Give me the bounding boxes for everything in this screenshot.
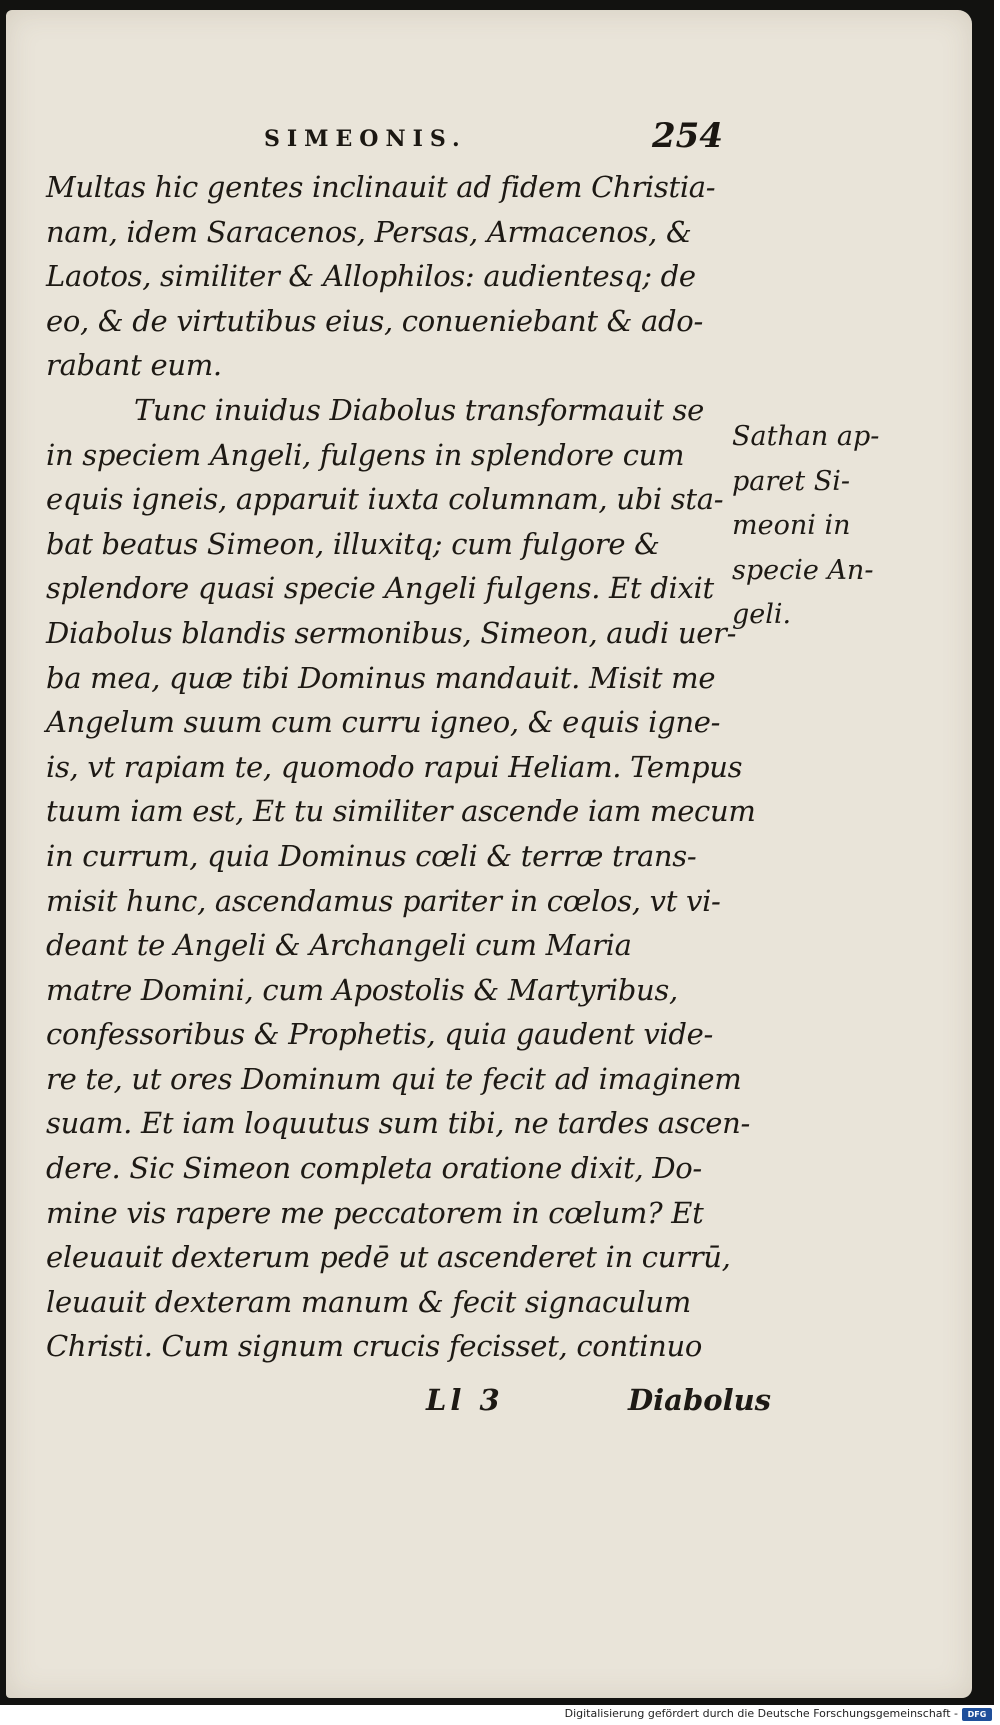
body-line: Multas hic gentes inclinauit ad fidem Christia- [46,170,716,204]
body-line: deant te Angeli & Archangeli cum Maria [46,928,632,963]
marginal-note-line: meoni in [732,510,851,542]
body-line: leuauit dexteram manum & fecit signaculum [46,1284,691,1319]
marginal-note-line: geli. [732,599,792,631]
marginal-note-line: Sathan ap- [732,421,880,452]
body-line: nam, idem Saracenos, Persas, Armacenos, & [46,214,692,249]
body-line: is, vt rapiam te, quomodo rapui Heliam. Tempus [46,749,743,784]
dfg-logo-icon: DFG [962,1708,992,1721]
body-line: matre Domini, cum Apostolis & Martyribus, [46,972,678,1007]
page-number: 254 [652,116,723,156]
marginal-note-line: specie An- [732,554,874,586]
body-line: suam. Et iam loquutus sum tibi, ne tardes ascen- [46,1106,751,1141]
body-line: rabant eum. [46,348,222,383]
body-line: tuum iam est, Et tu similiter ascende iam mecum [46,794,756,829]
funding-credit: Digitalisierung gefördert durch die Deutsche Forschungsgemeinschaft - [564,1707,958,1720]
body-line: Angelum suum cum curru igneo, & equis igne- [46,705,721,740]
running-head: SIMEONIS. [264,126,467,152]
body-line: equis igneis, apparuit iuxta columnam, ubi sta- [46,482,724,517]
body-line: in speciem Angeli, fulgens in splendore cum [46,437,685,472]
body-text [46,165,756,1369]
body-line: dere. Sic Simeon completa oratione dixit, Do- [46,1151,702,1186]
body-line: Laotos, similiter & Allophilos: audientesq; de [46,259,696,294]
body-line: eleuauit dexterum pedē ut ascenderet in currū, [46,1240,731,1275]
body-line: Christi. Cum signum crucis fecisset, continuo [46,1329,703,1364]
body-line: eo, & de virtutibus eius, conueniebant & ado- [46,303,703,338]
marginal-note-line: paret Si- [732,465,850,497]
body-line: mine vis rapere me peccatorem in cœlum? Et [46,1195,704,1230]
page-header [6,118,972,158]
body-line: Tunc inuidus Diabolus transformauit se [134,392,704,427]
body-line: bat beatus Simeon, illuxitq; cum fulgore & [46,526,660,561]
body-line: Diabolus blandis sermonibus, Simeon, audi uer- [46,615,737,650]
credit-bar [0,1705,1000,1725]
book-page [6,10,972,1698]
marginal-note [732,415,902,638]
body-line: re te, ut ores Dominum qui te fecit ad imaginem [46,1061,742,1096]
catchword: Diabolus [628,1383,772,1417]
signature-mark: Ll 3 [426,1383,504,1417]
body-line: ba mea, quæ tibi Dominus mandauit. Misit me [46,660,716,695]
page-footer [6,1381,972,1431]
body-line: confessoribus & Prophetis, quia gaudent vide- [46,1017,714,1052]
body-line: splendore quasi specie Angeli fulgens. Et dixit [46,571,714,606]
body-line: in currum, quia Dominus cœli & terræ trans- [46,838,697,873]
body-line: misit hunc, ascendamus pariter in cœlos, vt vi- [46,883,721,918]
